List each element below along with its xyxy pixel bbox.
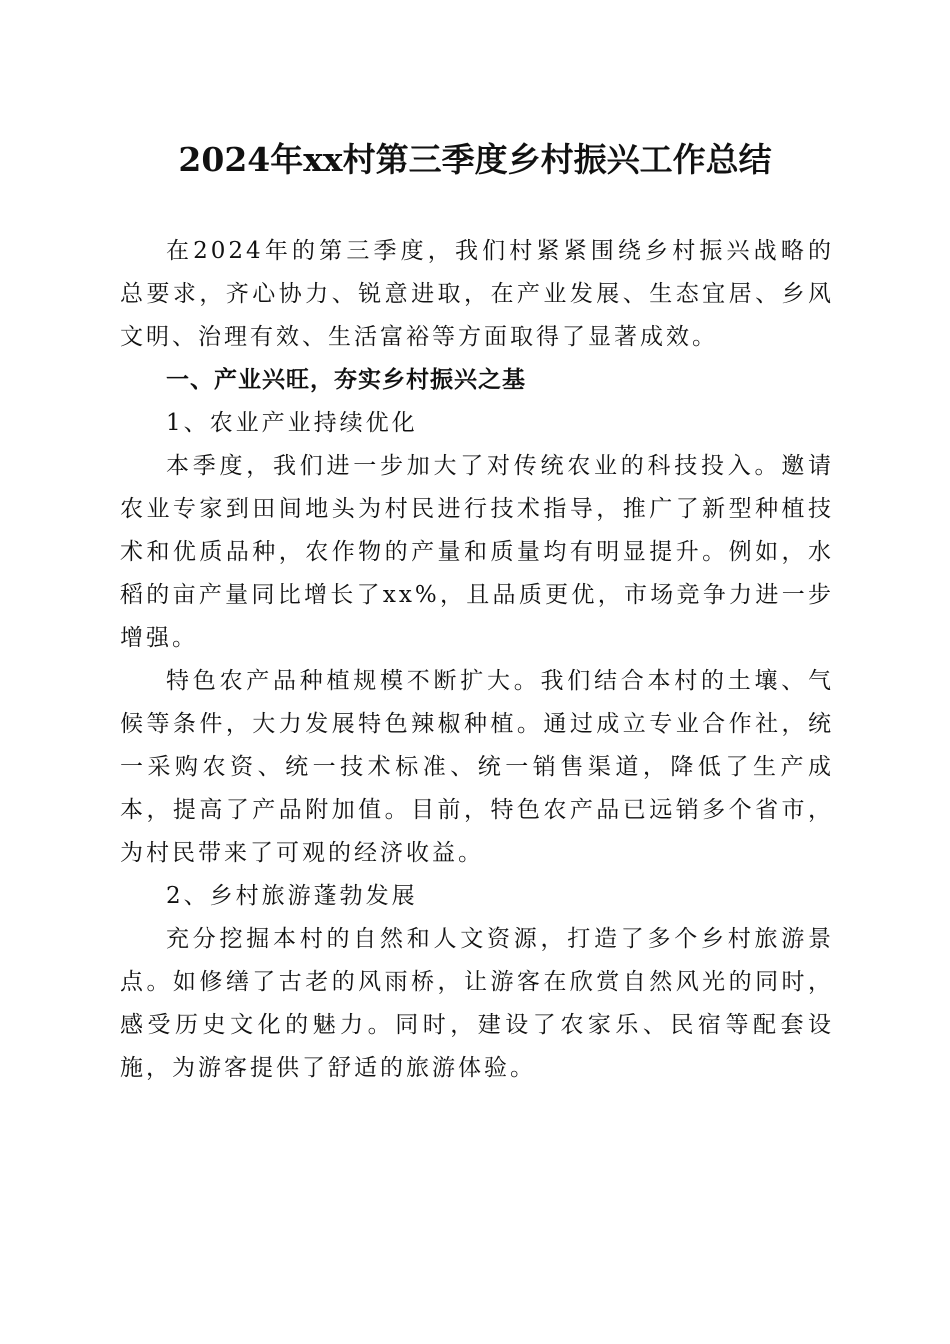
paragraph-rural-tourism: 充分挖掘本村的自然和人文资源，打造了多个乡村旅游景点。如修缮了古老的风雨桥，让游客在欣赏自然风光的同时，感受历史文化的魅力。同时，建设了农家乐、民宿等配套设施，为游客提供了舒适的旅游体验。 — [120, 926, 834, 1081]
paragraph-agri-tech: 本季度，我们进一步加大了对传统农业的科技投入。邀请农业专家到田间地头为村民进行技术指导，推广了新型种植技术和优质品种，农作物的产量和质量均有明显提升。例如，水稻的亩产量同比增长了xx%，且品质更优，市场竞争力进一步增强。 — [120, 453, 834, 651]
subsection-heading-agriculture: 1、农业产业持续优化 — [166, 410, 418, 436]
document-body — [120, 230, 834, 1090]
paragraph-specialty-crops: 特色农产品种植规模不断扩大。我们结合本村的土壤、气候等条件，大力发展特色辣椒种植。通过成立专业合作社，统一采购农资、统一技术标准、统一销售渠道，降低了生产成本，提高了产品附加值。目前，特色农产品已远销多个省市，为村民带来了可观的经济收益。 — [120, 668, 834, 866]
subsection-heading-tourism: 2、乡村旅游蓬勃发展 — [166, 883, 418, 909]
intro-paragraph: 在2024年的第三季度，我们村紧紧围绕乡村振兴战略的总要求，齐心协力、锐意进取，在产业发展、生态宜居、乡风文明、治理有效、生活富裕等方面取得了显著成效。 — [120, 238, 834, 350]
section-heading-industry: 一、产业兴旺，夯实乡村振兴之基 — [166, 367, 526, 393]
document-title: 2024年xx村第三季度乡村振兴工作总结 — [178, 140, 772, 179]
